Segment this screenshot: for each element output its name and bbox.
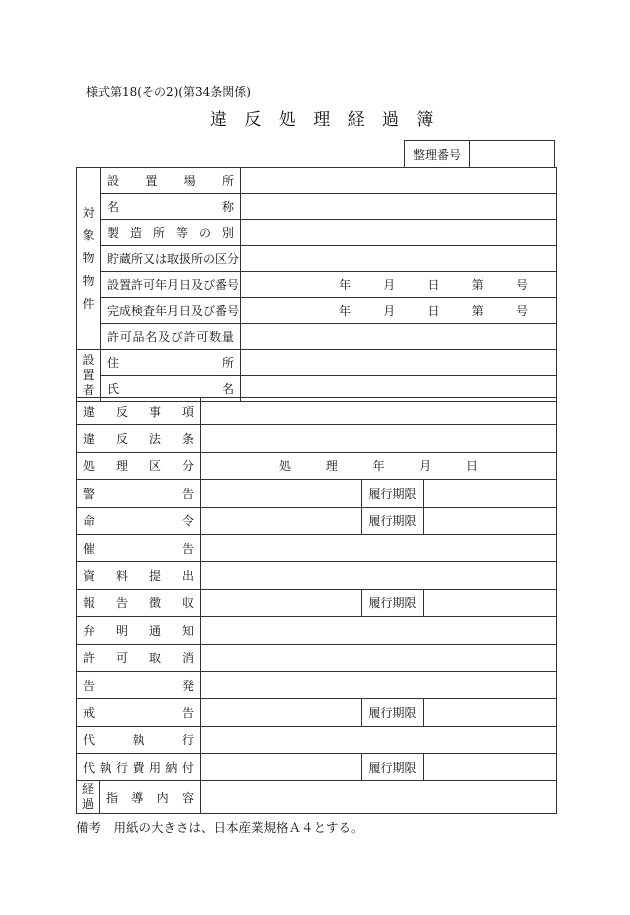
value-field[interactable] (241, 194, 557, 220)
row-label (101, 168, 241, 194)
table-row (77, 562, 557, 589)
label-char: 導 (131, 790, 144, 805)
group-char: 件 (82, 296, 95, 311)
label-char: 代 (83, 760, 96, 775)
label-char: 許 (107, 330, 120, 344)
label-char: 内 (156, 790, 169, 805)
table-row (77, 534, 557, 561)
value-field[interactable] (201, 425, 557, 452)
date-unit: 処 (279, 459, 292, 474)
table-row (77, 168, 557, 194)
label-char: 知 (181, 623, 194, 638)
row-label (77, 754, 201, 781)
label-char: の (198, 226, 211, 240)
row-label (101, 350, 241, 376)
date-number-field[interactable] (241, 272, 557, 298)
row-label (77, 699, 201, 726)
value-field[interactable] (201, 480, 362, 507)
label-char: 別 (221, 226, 234, 240)
table-row (77, 298, 557, 324)
deadline-label: 履行期限 (362, 754, 424, 781)
table-row (77, 617, 557, 644)
table-row (77, 220, 557, 246)
row-label (77, 644, 201, 671)
label-char: 容 (181, 790, 194, 805)
label-char: 可 (196, 330, 209, 344)
value-field[interactable] (241, 246, 557, 272)
group-char: 過 (81, 797, 94, 812)
row-label (77, 589, 201, 616)
date-unit: 月 (383, 304, 396, 318)
group-char: 経 (81, 782, 94, 797)
deadline-field[interactable] (424, 589, 557, 616)
seiri-number-field[interactable] (470, 141, 555, 168)
deadline-label: 履行期限 (362, 507, 424, 534)
label-char: 代 (83, 733, 96, 748)
row-label (77, 507, 201, 534)
deadline-field[interactable] (424, 507, 557, 534)
group-char: 物 (82, 251, 95, 266)
label-char: 等 (175, 226, 188, 240)
label-char: 指 (106, 790, 119, 805)
label-char: 告 (181, 486, 194, 501)
deadline-label: 履行期限 (362, 589, 424, 616)
guidance-content-field[interactable] (201, 781, 557, 814)
group-char: 置 (82, 368, 95, 382)
row-label (77, 425, 201, 452)
label-char: 名 (107, 200, 120, 214)
label-char: 置 (145, 174, 158, 188)
value-field[interactable] (201, 562, 557, 589)
table-row (77, 589, 557, 616)
table-row (77, 246, 557, 272)
label-char: 取 (148, 651, 161, 666)
table-row (77, 350, 557, 376)
deadline-label: 履行期限 (362, 699, 424, 726)
table-row (77, 480, 557, 507)
date-unit: 号 (515, 278, 528, 292)
group-char: 対 (82, 205, 95, 220)
row-label (77, 671, 201, 698)
table-row (77, 699, 557, 726)
row-label (77, 534, 201, 561)
label-char: 所 (152, 226, 165, 240)
row-label (77, 452, 201, 479)
label-char: 氏 (107, 382, 120, 396)
label-char: 明 (115, 623, 128, 638)
table-row (77, 644, 557, 671)
date-unit: 年 (372, 459, 385, 474)
label-char: 弁 (83, 623, 96, 638)
value-field[interactable] (201, 589, 362, 616)
label-char: 行 (181, 733, 194, 748)
processing-date-field[interactable] (201, 452, 557, 479)
table-row (77, 272, 557, 298)
label-char: 付 (181, 760, 194, 775)
value-field[interactable] (201, 726, 557, 753)
label-char: 名 (145, 330, 158, 344)
date-number-field[interactable] (241, 298, 557, 324)
group-char: 者 (82, 383, 95, 397)
value-field[interactable] (201, 754, 362, 781)
label-char: 分 (181, 459, 194, 474)
label-char: 処 (83, 459, 96, 474)
row-label (77, 480, 201, 507)
group-char: 象 (82, 228, 95, 243)
label-char: 品 (132, 330, 145, 344)
label-char: 用 (148, 760, 161, 775)
value-field[interactable] (201, 534, 557, 561)
label-char: 戒 (83, 705, 96, 720)
label-char: 料 (115, 569, 128, 584)
row-label (77, 617, 201, 644)
label-char: び (170, 330, 183, 344)
value-field[interactable] (201, 671, 557, 698)
value-field[interactable] (241, 168, 557, 194)
label-char: 住 (107, 356, 120, 370)
date-unit: 年 (339, 278, 352, 292)
target-group-label (77, 168, 101, 350)
label-char: 所 (221, 174, 234, 188)
label-char: 条 (181, 432, 194, 447)
row-label (101, 194, 241, 220)
label-char: 行 (115, 760, 128, 775)
label-char: 報 (83, 596, 96, 611)
table-row (77, 726, 557, 753)
date-unit: 号 (515, 304, 528, 318)
seiri-number-box (404, 140, 555, 168)
row-label (101, 220, 241, 246)
date-unit: 日 (427, 278, 440, 292)
table-row (77, 452, 557, 479)
label-char: 造 (129, 226, 142, 240)
label-char: 反 (115, 432, 128, 447)
row-label: 貯蔵所又は取扱所の区分 (101, 246, 241, 272)
label-char: 収 (181, 596, 194, 611)
label-char: 許 (83, 651, 96, 666)
label-char: 事 (148, 404, 161, 419)
label-char: 反 (115, 404, 128, 419)
label-char: 製 (107, 226, 120, 240)
date-unit: 年 (339, 304, 352, 318)
row-label (77, 726, 201, 753)
footnote: 備考 用紙の大きさは、日本産業規格Ａ４とする。 (76, 820, 364, 835)
target-section (76, 167, 557, 402)
page-title: 違 反 処 理 経 過 簿 (210, 110, 440, 130)
table-row (77, 781, 557, 814)
label-char: 可 (115, 651, 128, 666)
label-char: 量 (221, 330, 234, 344)
label-char: 発 (181, 678, 194, 693)
date-unit: 理 (325, 459, 338, 474)
label-char: 名 (221, 382, 234, 396)
label-char: 通 (148, 623, 161, 638)
label-char: 称 (221, 200, 234, 214)
label-char: 設 (107, 174, 120, 188)
label-char: 資 (83, 569, 96, 584)
form-number: 様式第18(その2)(第34条関係) (86, 85, 251, 99)
label-char: 出 (181, 569, 194, 584)
label-char: 消 (181, 651, 194, 666)
label-char: 徴 (148, 596, 161, 611)
row-label (77, 781, 201, 814)
label-char: 所 (221, 356, 234, 370)
value-field[interactable] (201, 398, 557, 425)
table-row (77, 194, 557, 220)
value-field[interactable] (201, 644, 557, 671)
row-label (101, 324, 241, 350)
keika-group-label (77, 781, 100, 813)
label-char: 理 (115, 459, 128, 474)
date-unit: 第 (471, 278, 484, 292)
label-char: 催 (83, 541, 96, 556)
value-field[interactable] (201, 699, 362, 726)
label-char: 令 (181, 514, 194, 529)
table-row (77, 324, 557, 350)
date-unit: 月 (383, 278, 396, 292)
value-field[interactable] (241, 220, 557, 246)
group-char: 設 (82, 353, 95, 367)
label-char: 項 (181, 404, 194, 419)
table-row (77, 754, 557, 781)
violation-section (76, 397, 557, 814)
group-char: 物 (82, 273, 95, 288)
label-char: 執 (99, 760, 112, 775)
label-char: 費 (132, 760, 145, 775)
label-char: 告 (83, 678, 96, 693)
label-char: 告 (181, 705, 194, 720)
deadline-field[interactable] (424, 754, 557, 781)
label-char: 納 (165, 760, 178, 775)
value-field[interactable] (241, 324, 557, 350)
label-char: 執 (132, 733, 145, 748)
row-label (77, 398, 201, 425)
deadline-label: 履行期限 (362, 480, 424, 507)
date-unit: 日 (465, 459, 478, 474)
table-row (77, 671, 557, 698)
label-char: 違 (83, 432, 96, 447)
date-unit: 月 (419, 459, 432, 474)
date-unit: 日 (427, 304, 440, 318)
label-char: 場 (183, 174, 196, 188)
label-char: 命 (83, 514, 96, 529)
table-row (77, 425, 557, 452)
installer-group-label (77, 350, 101, 402)
label-char: 告 (181, 541, 194, 556)
label-char: 違 (83, 404, 96, 419)
label-char: 提 (148, 569, 161, 584)
table-row (77, 507, 557, 534)
value-field[interactable] (241, 350, 557, 376)
value-field[interactable] (201, 507, 362, 534)
label-char: 警 (83, 486, 96, 501)
label-char: 及 (158, 330, 171, 344)
date-unit: 第 (471, 304, 484, 318)
row-label: 設置許可年月日及び番号 (101, 272, 241, 298)
row-label (77, 562, 201, 589)
table-row (77, 398, 557, 425)
label-char: 法 (148, 432, 161, 447)
deadline-field[interactable] (424, 480, 557, 507)
label-char: 告 (115, 596, 128, 611)
label-char: 数 (209, 330, 222, 344)
deadline-field[interactable] (424, 699, 557, 726)
seiri-label: 整理番号 (405, 141, 470, 168)
label-char: 区 (148, 459, 161, 474)
label-char: 可 (119, 330, 132, 344)
label-char: 許 (183, 330, 196, 344)
row-label: 完成検査年月日及び番号 (101, 298, 241, 324)
value-field[interactable] (201, 617, 557, 644)
